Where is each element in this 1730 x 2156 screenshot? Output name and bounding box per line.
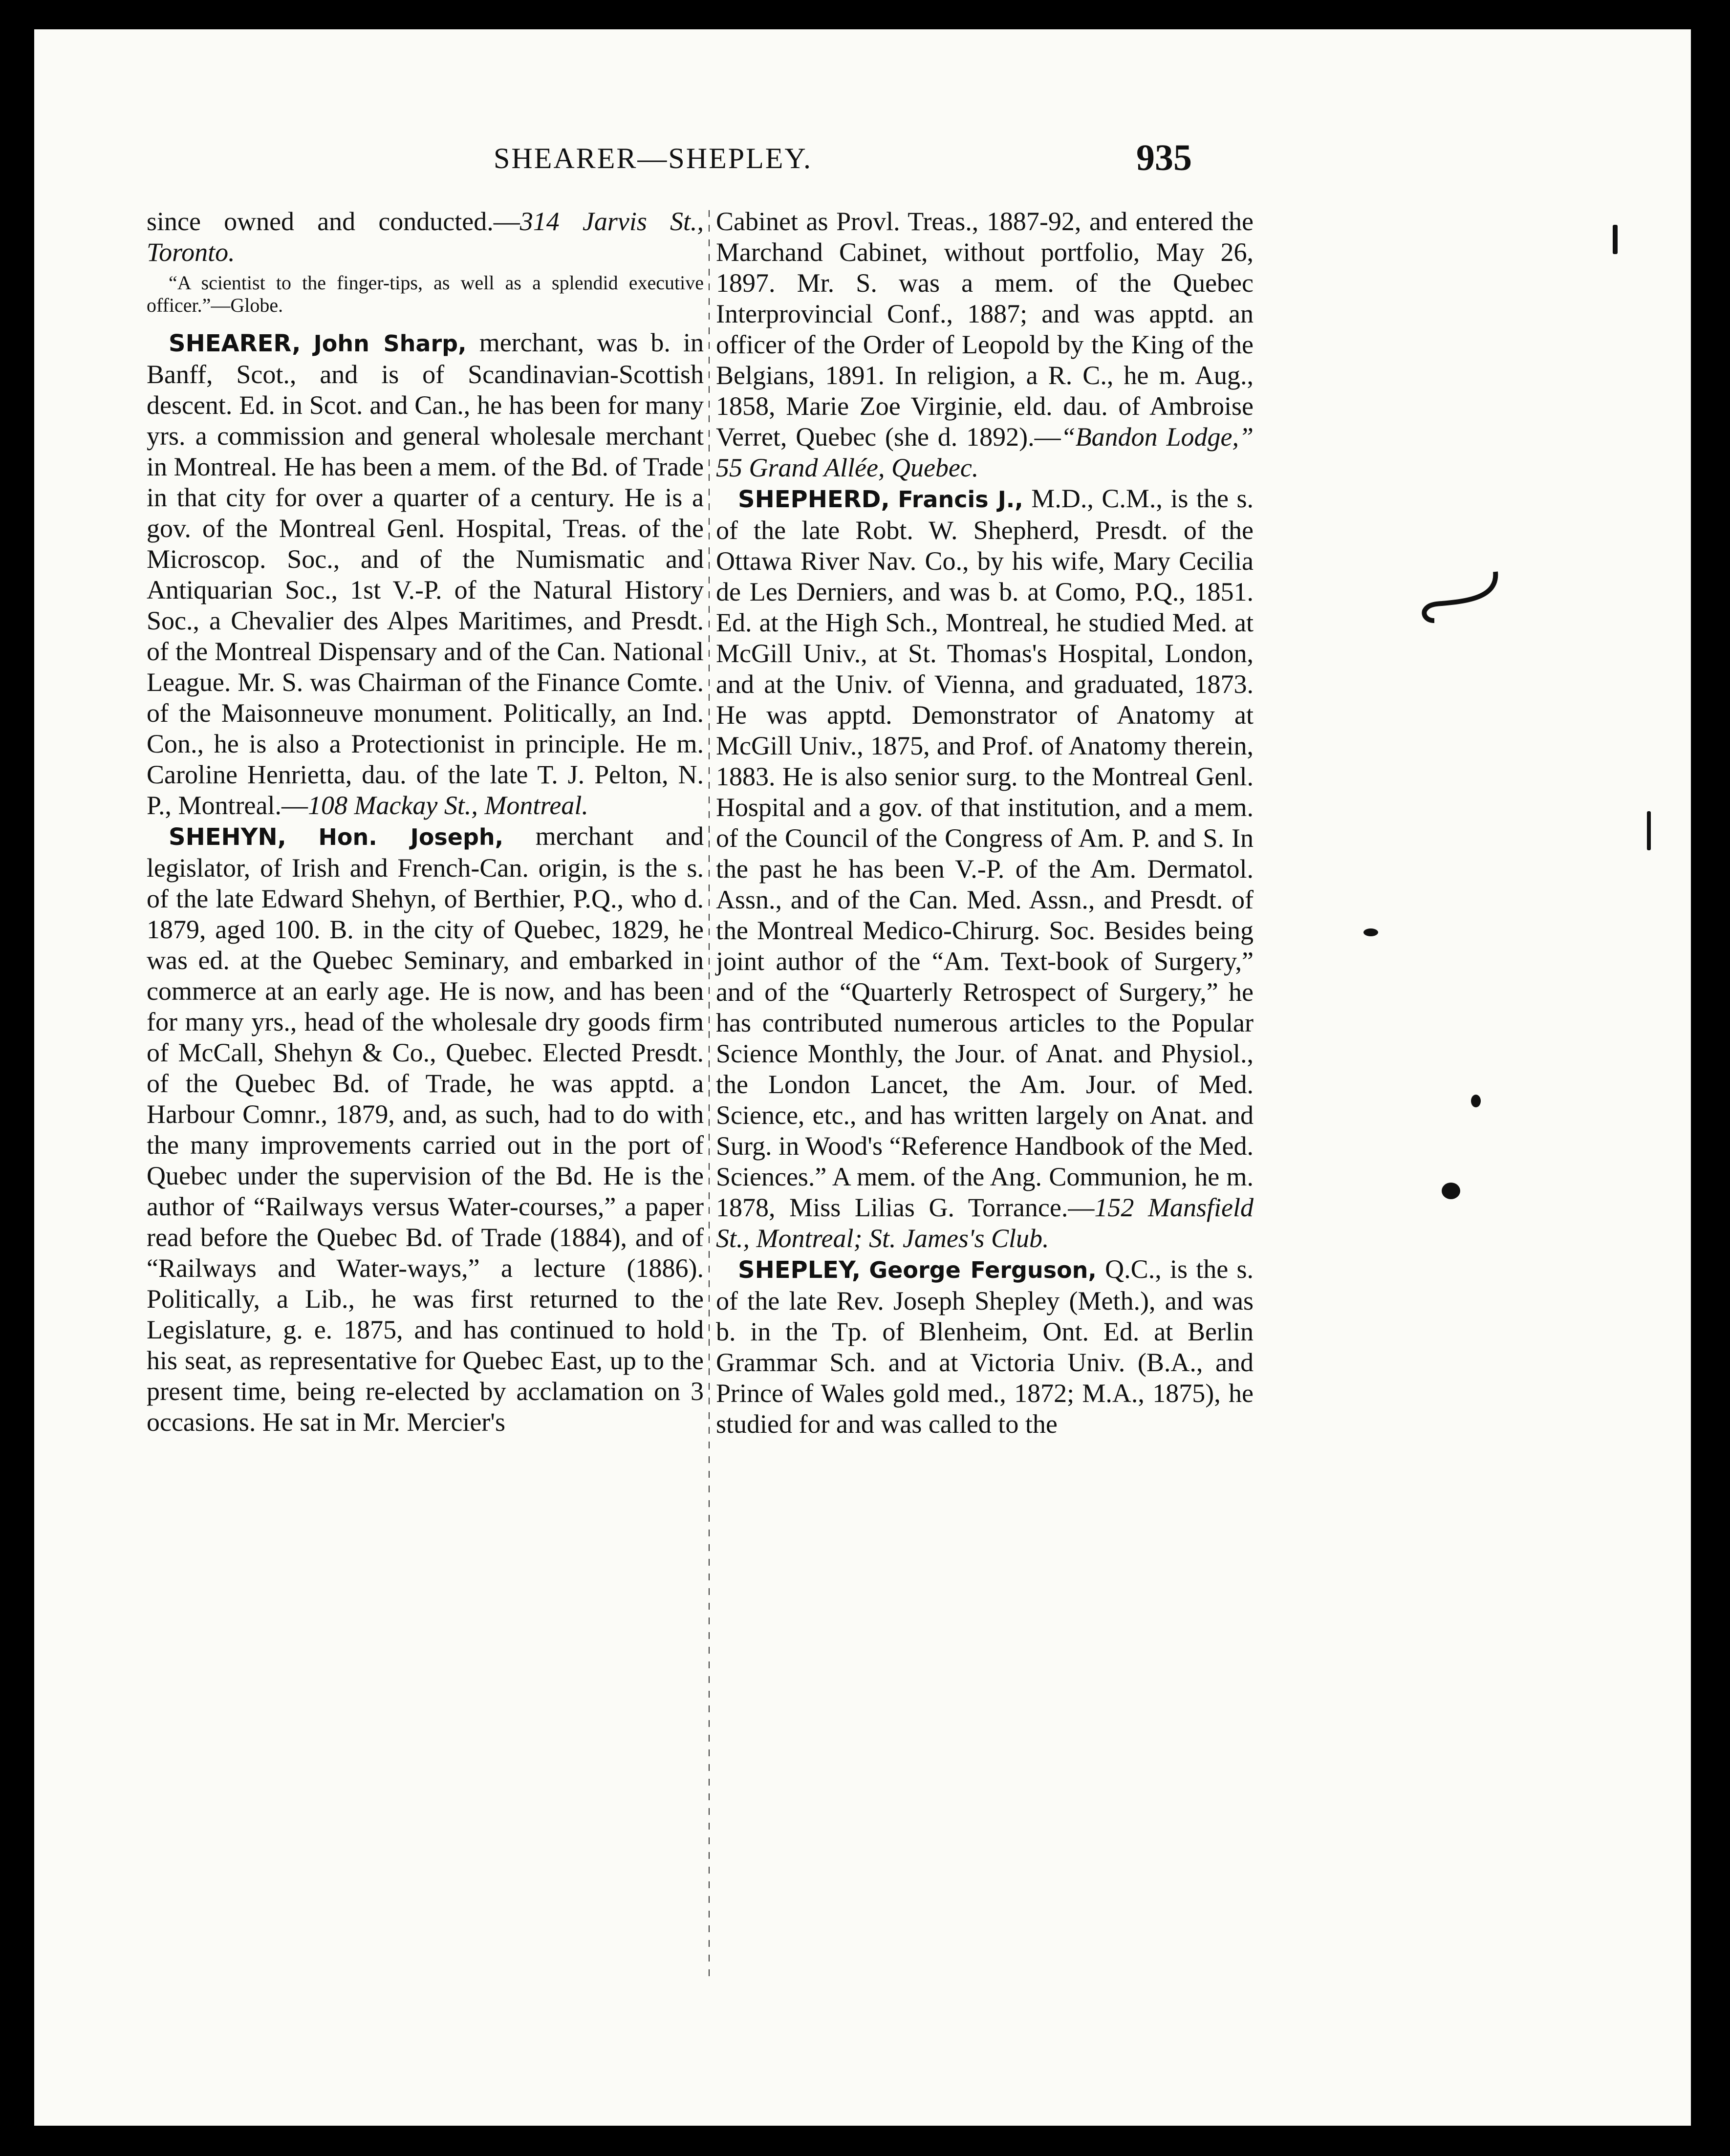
entry-body: M.D., C.M., is the s. of the late Robt. W. Shepherd, Presdt. of the Ottawa River Nav. Co., by his wife, Mary Cecilia de Les Derniers, and was b. at Como, P.Q., 1851. Ed. at the High Sch., Montreal, he studied Med. at McGill Univ., at St. Thomas's Hospital, London, and at the Univ. of Vienna, and graduated, 1873. He was apptd. Demonstrator of Anatomy at McGill Univ., 1875, and Prof. of Anatomy therein, 1883. He is also senior surg. to the Montreal Genl. Hospital and a gov. of that institution, and a mem. of the Council of the Congress of Am. P. and S. In the past he has been V.-P. of the Am. Dermatol. Assn., and of the Can. Med. Assn., and Presdt. of the Montreal Medico-Chirurg. Soc. Besides being joint author of the “Am. Text-book of Surgery,” and of the “Quarterly Retrospect of Surgery,” he has contributed numerous articles to the Popular Science Monthly, the Jour. of Anat. and Physiol., the London Lancet, the Am. Jour. of Med. Science, etc., and has written largely on Anat. and Surg. in Wood's “Reference Handbook of the Med. Sciences.” A mem. of the Ang. Communion, he m. 1878, Miss Lilias G. Torrance.— [716,484,1254,1222]
running-head: SHEARER—SHEPLEY. [494,142,812,174]
right-column [716,206,1254,2014]
column-divider [709,210,710,1979]
page-number: 935 [1136,137,1192,178]
ink-mark [1412,567,1510,625]
entry-shehyn [147,821,704,1438]
left-column [147,206,704,2014]
entry-given-name: Francis J., [898,486,1023,513]
entry-shearer [147,327,704,821]
entry-shepherd [716,483,1254,1254]
entry-surname: SHEHYN, [169,823,286,851]
entry-surname: SHEARER, [169,330,301,357]
ink-speck [1471,1095,1481,1107]
ink-speck [1442,1183,1460,1199]
entry-surname: SHEPHERD, [738,486,890,513]
continuation-paragraph [716,206,1254,483]
entry-body: merchant, was b. in Banff, Scot., and is of Scandinavian-Scottish descent. Ed. in Scot. and Can., he has been for many yrs. a commission and general wholesale merchant in Montreal. He has been a mem. of the Bd. of Trade in that city for over a quarter of a century. He is a gov. of the Montreal Genl. Hospital, Treas. of the Microscop. Soc., and of the Numismatic and Antiquarian Soc., 1st V.-P. of the Natural History Soc., a Chevalier des Alpes Maritimes, and Presdt. of the Montreal Dispensary and of the Can. National League. Mr. S. was Chairman of the Finance Comte. of the Maisonneuve monument. Politically, an Ind. Con., he is also a Protectionist in principle. He m. Caroline Henrietta, dau. of the late T. J. Pelton, N. P., Montreal.— [147,328,704,820]
continuation-paragraph [147,206,704,268]
ink-speck [1363,928,1378,936]
entry-address: 152 Mansfield St., Montreal; St. James's Club. [716,1193,1254,1253]
continuation-text: since owned and conducted.— [147,207,520,236]
continuation-text: Cabinet as Provl. Treas., 1887-92, and entered the Marchand Cabinet, without portfolio, May 26, 1897. Mr. S. was a mem. of the Quebec Interprovincial Conf., 1887; and was apptd. an officer of the Order of Leopold by the King of the Belgians, 1891. In religion, a R. C., he m. Aug., 1858, Marie Zoe Virginie, eld. dau. of Ambroise Verret, Quebec (she d. 1892).— [716,207,1254,452]
book-page [34,29,1691,2126]
press-quote: “A scientist to the finger-tips, as well as a splendid executive officer.”—Globe. [147,272,704,316]
entry-body: Q.C., is the s. of the late Rev. Joseph Shepley (Meth.), and was b. in the Tp. of Blenheim, Ont. Ed. at Berlin Grammar Sch. and at Victoria Univ. (B.A., and Prince of Wales gold med., 1872; M.A., 1875), he studied for and was called to the [716,1254,1254,1439]
continuation-address: “Bandon Lodge,” 55 Grand Allée, Quebec. [716,422,1254,482]
entry-surname: SHEPLEY, [738,1256,861,1284]
entry-body: merchant and legislator, of Irish and French-Can. origin, is the s. of the late Edward Shehyn, of Berthier, P.Q., who d. 1879, aged 100. B. in the city of Quebec, 1829, he was ed. at the Quebec Seminary, and embarked in commerce at an early age. He is now, and has been for many yrs., head of the wholesale dry goods firm of McCall, Shehyn & Co., Quebec. Elected Presdt. of the Quebec Bd. of Trade, he was apptd. a Harbour Comnr., 1879, and, as such, had to do with the many improvements carried out in the port of Quebec under the supervision of the Bd. He is the author of “Railways versus Water-courses,” a paper read before the Quebec Bd. of Trade (1884), and of “Railways and Water-ways,” a lecture (1886). Politically, a Lib., he was first returned to the Legislature, g. e. 1875, and has continued to hold his seat, as representative for Quebec East, up to the present time, being re-elected by acclamation on 3 occasions. He sat in Mr. Mercier's [147,821,704,1437]
entry-given-name: John Sharp, [313,330,467,357]
entry-given-name: Hon. Joseph, [318,824,504,850]
entry-address: 108 Mackay St., Montreal. [308,791,588,820]
page-header [34,137,1691,191]
ink-speck [1613,225,1618,254]
entry-given-name: George Ferguson, [869,1257,1097,1283]
continuation-address: 314 Jarvis St., Toronto. [147,207,704,267]
ink-speck [1647,811,1651,850]
entry-shepley [716,1254,1254,1440]
